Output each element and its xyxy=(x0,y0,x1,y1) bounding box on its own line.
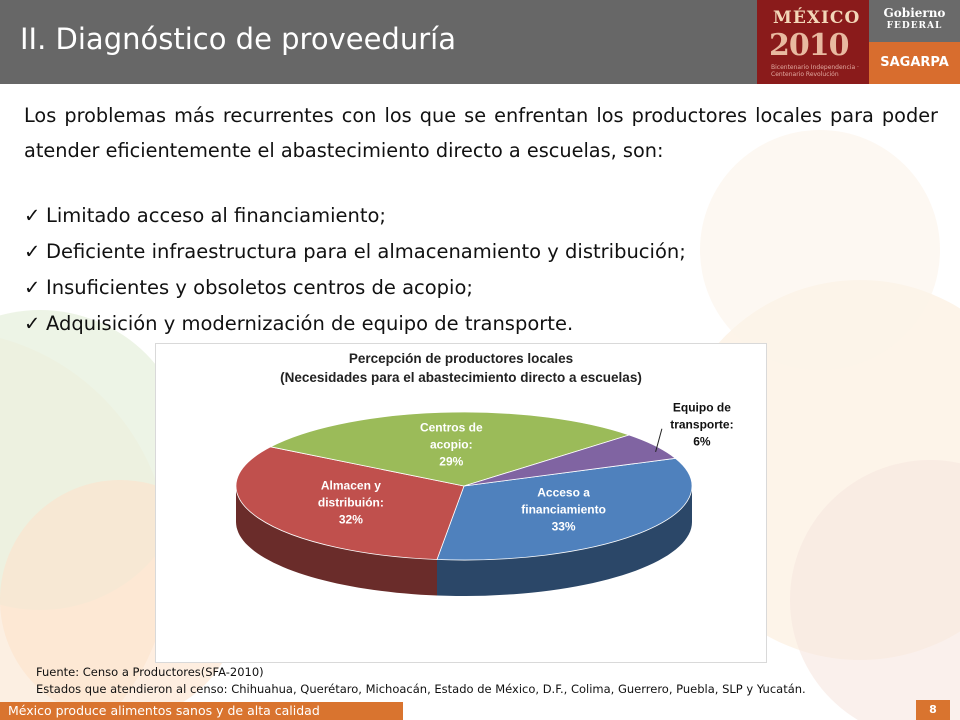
list-item-text: Adquisición y modernización de equipo de transporte. xyxy=(46,312,574,335)
check-icon: ✓ xyxy=(24,240,41,263)
slice-value-label: 29% xyxy=(439,454,464,469)
source-note xyxy=(36,664,806,698)
chart-subtitle: (Necesidades para el abastecimiento directo a escuelas) xyxy=(280,370,642,385)
gobierno-logo-line2: FEDERAL xyxy=(886,21,943,31)
footer-text: México produce alimentos sanos y de alta calidad xyxy=(8,703,320,718)
mexico-logo-subtitle: Bicentenario Independencia · Centenario Revolución xyxy=(771,64,859,78)
slide-title: II. Diagnóstico de proveeduría xyxy=(20,22,456,56)
slice-value-label: 6% xyxy=(693,434,711,449)
list-item-text: Insuficientes y obsoletos centros de acopio; xyxy=(46,276,473,299)
footer-bar xyxy=(0,702,403,720)
states-line: Estados que atendieron al censo: Chihuahua, Querétaro, Michoacán, Estado de México, D.F., Colima, Guerrero, Puebla, SLP y Yucatán. xyxy=(36,682,806,696)
sagarpa-logo-text: SAGARPA xyxy=(880,55,949,70)
slice-name-label: Almacen y xyxy=(320,478,381,493)
pie-chart-panel xyxy=(155,343,767,663)
page-number: 8 xyxy=(916,700,950,720)
check-icon: ✓ xyxy=(24,276,41,299)
slice-name-label: distribuión: xyxy=(317,495,384,510)
check-icon: ✓ xyxy=(24,312,41,335)
list-item xyxy=(24,270,944,306)
intro-paragraph: Los problemas más recurrentes con los que se enfrentan los productores locales para poder atender eficientemente el abastecimiento directo a escuelas, son: xyxy=(24,104,938,162)
list-item-text: Limitado acceso al financiamiento; xyxy=(46,204,386,227)
list-item-text: Deficiente infraestructura para el almacenamiento y distribución; xyxy=(46,240,686,263)
slice-name-label: transporte: xyxy=(670,417,734,432)
list-item xyxy=(24,306,944,342)
slice-name-label: financiamiento xyxy=(521,502,606,517)
title-bar xyxy=(0,0,757,84)
source-line: Fuente: Censo a Productores(SFA-2010) xyxy=(36,665,264,679)
slice-name-label: acopio: xyxy=(429,437,473,452)
problem-list xyxy=(24,198,944,342)
mexico-2010-logo xyxy=(757,0,869,84)
slice-name-label: Equipo de xyxy=(672,400,731,415)
check-icon: ✓ xyxy=(24,204,41,227)
list-item xyxy=(24,198,944,234)
chart-title: Percepción de productores locales xyxy=(348,351,574,366)
sagarpa-logo xyxy=(869,42,960,84)
mexico-logo-word: MÉXICO xyxy=(773,8,861,28)
slice-name-label: Centros de xyxy=(419,420,483,435)
slice-value-label: 33% xyxy=(551,519,576,534)
list-item xyxy=(24,234,944,270)
gobierno-federal-logo xyxy=(869,0,960,42)
pie-chart xyxy=(156,344,766,662)
slice-name-label: Acceso a xyxy=(537,485,590,500)
gobierno-logo-line1: Gobierno xyxy=(883,6,946,20)
mexico-logo-year: 2010 xyxy=(769,28,849,63)
slice-value-label: 32% xyxy=(338,512,363,527)
